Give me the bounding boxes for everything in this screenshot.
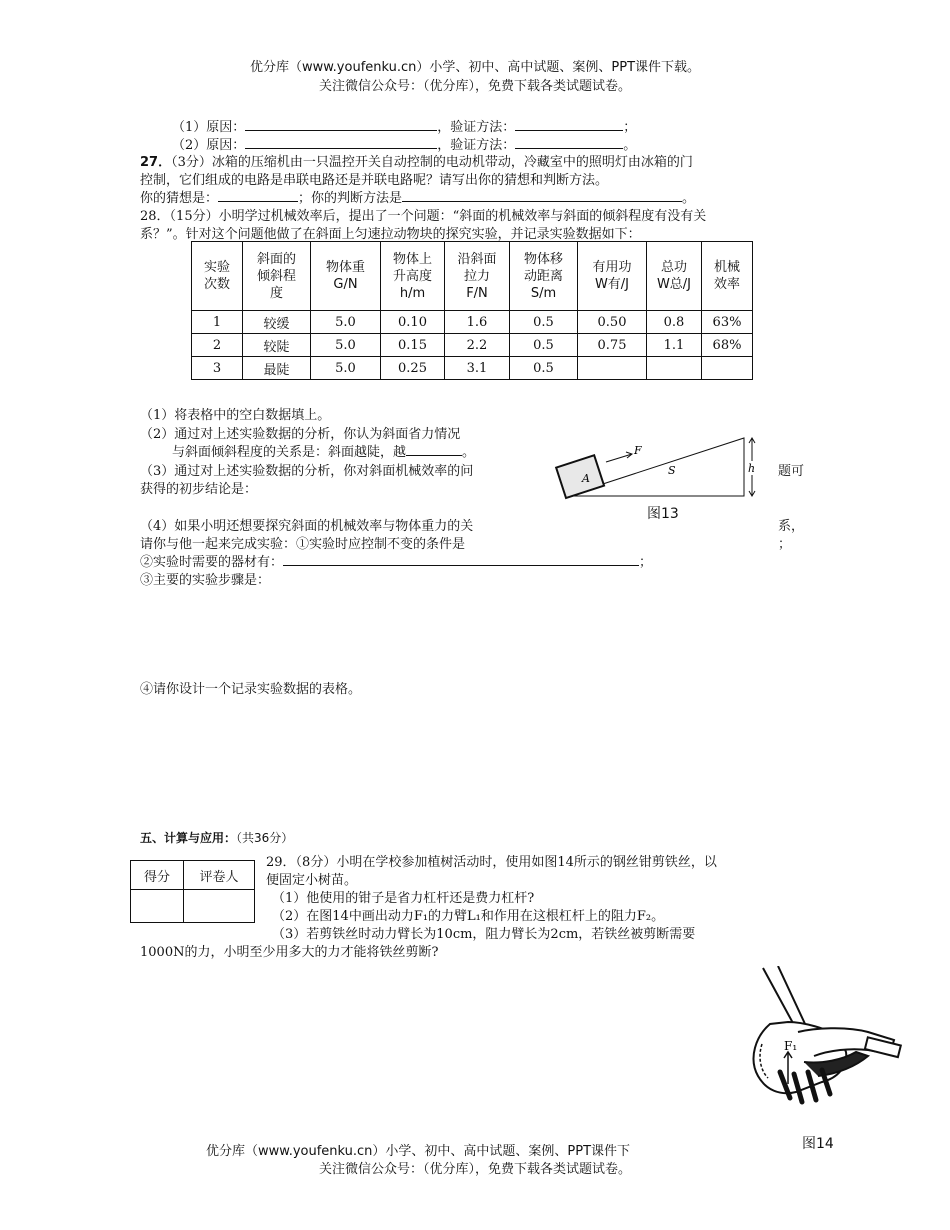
q26-row-1 <box>172 116 636 135</box>
table-row <box>192 357 753 380</box>
table-header-row <box>192 242 753 311</box>
table-cell: 5.0 <box>311 357 381 380</box>
q28-s2b <box>172 441 475 460</box>
grader-cell[interactable] <box>184 890 255 923</box>
q28-s4c-end: ； <box>639 555 653 570</box>
answer-blank[interactable] <box>402 189 682 202</box>
q26-r2-end: 。 <box>623 138 637 153</box>
table-cell: 0.10 <box>381 311 445 334</box>
q28-s1: （1）将表格中的空白数据填上。 <box>140 408 331 423</box>
figure-14-caption: 图14 <box>802 1136 834 1152</box>
answer-blank[interactable] <box>515 136 623 149</box>
q28-line-2: 系？”。针对这个问题他做了在斜面上匀速拉动物块的探究实验，并记录实验数据如下： <box>140 227 641 242</box>
slope-label: S <box>668 464 676 477</box>
table-cell: 1.1 <box>647 334 702 357</box>
q28-s4b-tail: ； <box>778 537 792 552</box>
score-table-header <box>131 861 255 890</box>
table-cell: 较缓 <box>243 311 311 334</box>
answer-blank[interactable] <box>406 443 462 456</box>
q28-s4b: 请你与他一起来完成实验：①实验时应控制不变的条件是 <box>140 537 466 552</box>
figure-13-caption: 图13 <box>647 506 679 522</box>
q28-s4a: （4）如果小明还想要探究斜面的机械效率与物体重力的关 <box>140 519 474 534</box>
table-header-cell: 斜面的 倾斜程 度 <box>243 242 311 311</box>
table-cell: 0.15 <box>381 334 445 357</box>
table-cell: 0.5 <box>510 311 578 334</box>
q28-s2b-end: 。 <box>462 445 476 460</box>
table-cell: 5.0 <box>311 334 381 357</box>
table-cell: 2 <box>192 334 243 357</box>
table-cell: 3 <box>192 357 243 380</box>
q28-s2a: （2）通过对上述实验数据的分析，你认为斜面省力情况 <box>140 427 461 442</box>
table-cell: 0.8 <box>647 311 702 334</box>
table-cell: 2.2 <box>445 334 510 357</box>
table-header-cell: 物体重 G/N <box>311 242 381 311</box>
table-cell: 68% <box>702 334 753 357</box>
q28-s4c <box>140 551 652 570</box>
q28-s3a-tail: 题可 <box>778 464 805 479</box>
score-cell[interactable] <box>131 890 184 923</box>
experiment-data-table <box>191 241 753 380</box>
q26-r1-end: ； <box>623 120 637 135</box>
q29-part-1: （1）他使用的钳子是省力杠杆还是费力杠杆? <box>272 891 535 906</box>
score-label: 得分 <box>131 861 184 890</box>
header-line-2: 关注微信公众号：（优分库），免费下载各类试题试卷。 <box>318 79 631 94</box>
table-header-cell: 有用功 W有/J <box>578 242 647 311</box>
q27-line-3 <box>140 187 695 206</box>
section-5-label: 五、计算与应用： <box>140 831 237 845</box>
grader-label: 评卷人 <box>184 861 255 890</box>
table-cell: 0.5 <box>510 357 578 380</box>
q29-part-2: （2）在图14中画出动力F₁的力臂L₁和作用在这根杠杆上的阻力F₂。 <box>272 909 665 924</box>
table-cell: 较陡 <box>243 334 311 357</box>
q27-number: 27． <box>140 155 172 170</box>
answer-blank[interactable] <box>283 553 639 566</box>
q27-line-1 <box>140 151 693 170</box>
force-label: F <box>634 444 642 457</box>
table-cell: 5.0 <box>311 311 381 334</box>
answer-blank[interactable] <box>515 118 623 131</box>
q27-method-label: ；你的判断方法是 <box>298 191 403 206</box>
table-cell: 最陡 <box>243 357 311 380</box>
table-cell: 1.6 <box>445 311 510 334</box>
table-row <box>192 311 753 334</box>
q27-end: 。 <box>682 191 696 206</box>
answer-blank[interactable] <box>218 189 298 202</box>
q28-line-1: 28．（15分）小明学过机械效率后，提出了一个问题：“斜面的机械效率与斜面的倾斜程度有没有关 <box>140 209 707 224</box>
pliers-hand-figure <box>718 966 902 1128</box>
q29-line-2: 便固定小树苗。 <box>266 873 358 888</box>
table-header-cell: 物体移 动距离 S/m <box>510 242 578 311</box>
table-cell: 0.50 <box>578 311 647 334</box>
force-arrow <box>606 454 632 462</box>
q27-guess-label: 你的猜想是： <box>140 191 219 206</box>
table-cell: 63% <box>702 311 753 334</box>
q28-s2b-text: 与斜面倾斜程度的关系是：斜面越陡，越 <box>172 445 407 460</box>
table-cell[interactable] <box>647 357 702 380</box>
q28-s4c-text: ②实验时需要的器材有： <box>140 555 284 570</box>
table-cell[interactable] <box>578 357 647 380</box>
score-table <box>130 860 255 923</box>
table-header-cell: 沿斜面 拉力 F/N <box>445 242 510 311</box>
answer-blank[interactable] <box>245 136 437 149</box>
table-header-cell: 物体上 升高度 h/m <box>381 242 445 311</box>
section-5-points: （共36分） <box>236 831 294 845</box>
q28-s3a: （3）通过对上述实验数据的分析，你对斜面机械效率的问 <box>140 464 474 479</box>
q28-s3b: 获得的初步结论是： <box>140 482 258 497</box>
q28-s4a-tail: 系， <box>778 519 805 534</box>
f1-label: F₁ <box>784 1039 798 1053</box>
answer-blank[interactable] <box>245 118 437 131</box>
footer-line-2: 关注微信公众号：（优分库），免费下载各类试题试卷。 <box>318 1162 631 1177</box>
section-5-title <box>140 829 293 846</box>
q26-r2-mid: ，验证方法： <box>437 138 516 153</box>
q29-part-3b: 1000N的力，小明至少用多大的力才能将铁丝剪断? <box>140 945 439 960</box>
header-line-1: 优分库（www.youfenku.cn）小学、初中、高中试题、案例、PPT课件下载。 <box>249 60 701 75</box>
incline-figure <box>548 430 768 502</box>
q28-s4e: ④请你设计一个记录实验数据的表格。 <box>140 682 362 697</box>
table-row <box>192 334 753 357</box>
q29-line-1: 29．（8分）小明在学校参加植树活动时，使用如图14所示的钢丝钳剪铁丝，以 <box>266 855 717 870</box>
q29-part-3: （3）若剪铁丝时动力臂长为10cm，阻力臂长为2cm，若铁丝被剪断需要 <box>272 927 696 942</box>
table-cell: 3.1 <box>445 357 510 380</box>
q27-line-2: 控制，它们组成的电路是串联电路还是并联电路呢？请写出你的猜想和判断方法。 <box>140 173 609 188</box>
block-label: A <box>582 472 590 485</box>
table-cell: 1 <box>192 311 243 334</box>
table-header-cell: 实验 次数 <box>192 242 243 311</box>
footer-line-1: 优分库（www.youfenku.cn）小学、初中、高中试题、案例、PPT课件下 <box>206 1144 631 1159</box>
q26-r1-mid: ，验证方法： <box>437 120 516 135</box>
q26-r2-prefix: （2）原因： <box>172 138 246 153</box>
q28-s4d: ③主要的实验步骤是： <box>140 573 271 588</box>
score-table-row <box>131 890 255 923</box>
height-label: h <box>748 462 756 475</box>
table-header-cell: 总功 W总/J <box>647 242 702 311</box>
q26-r1-prefix: （1）原因： <box>172 120 246 135</box>
table-cell: 0.75 <box>578 334 647 357</box>
block-a <box>556 455 604 498</box>
wire <box>865 1037 901 1057</box>
table-cell: 0.25 <box>381 357 445 380</box>
table-cell[interactable] <box>702 357 753 380</box>
table-header-cell: 机械 效率 <box>702 242 753 311</box>
table-cell: 0.5 <box>510 334 578 357</box>
q27-text-1: （3分）冰箱的压缩机由一只温控开关自动控制的电动机带动，冷藏室中的照明灯由冰箱的门 <box>171 155 693 170</box>
